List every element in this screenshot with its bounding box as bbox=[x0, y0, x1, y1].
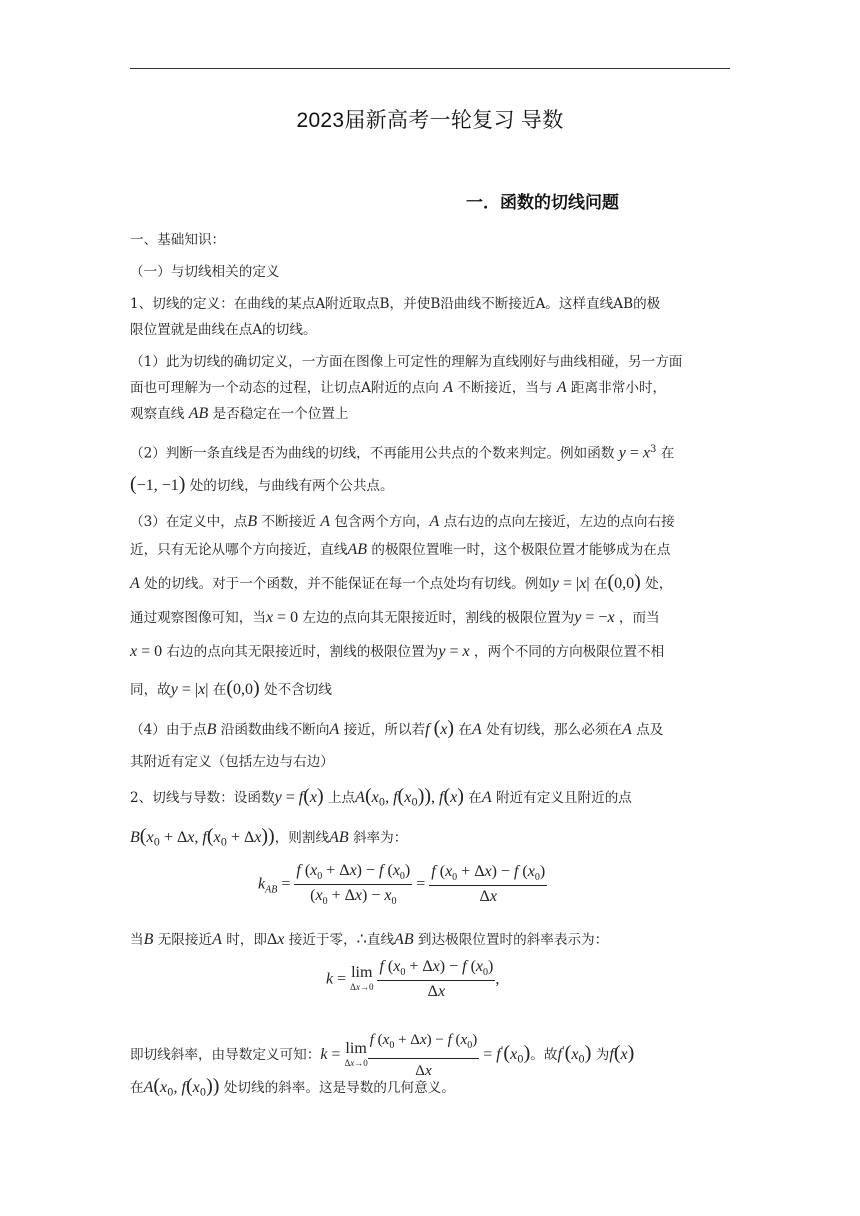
formula-tangent-limit: k = lim Δx→0 $\frac{f (x_0 + \Delta x) - f (x_0)}{\Delta x}$ , bbox=[326, 958, 500, 1001]
section-heading: 一．函数的切线问题 bbox=[466, 193, 619, 213]
para-tangent-def-1: 1、切线的定义：在曲线的某点A附近取点B，并使B沿曲线不断接近A。这样直线AB的极 bbox=[130, 296, 661, 312]
para-note2-line1: （2）判断一条直线是否为曲线的切线，不再能用公共点的个数来判定。例如函数 $y = x^3$ 在 bbox=[130, 444, 675, 462]
para-derivative-line2: $B(x_0 + \Delta x$, $f(x_0 + \Delta x)$)，则割线AB 斜率为： bbox=[130, 825, 408, 849]
para-note3-line3: A 处的切线。对于一个函数，并不能保证在每一个点处均有切线。例如y = |x| 在(0,0) 处， bbox=[130, 571, 673, 593]
para-note2-line2: (−1, −1) 处的切线，与曲线有两个公共点。 bbox=[130, 473, 394, 495]
para-geometric-meaning: 在$A(x_0$, $f(x_0)$) 处切线的斜率。这是导数的几何意义。 bbox=[130, 1075, 455, 1099]
para-note4-line2: 其附近有定义（包括左边与右边） bbox=[130, 754, 334, 770]
formula-secant-slope: $k_{AB}$ = $\frac{f (x_0 + \Delta x) - f (x_0)}{(x_0 + \Delta x) - x_0}$ = $\frac{f (x_0 + \Delta x) - f (x_0)}{\Delta x}$ bbox=[258, 862, 546, 908]
para-note4-line1: （4）由于点B 沿函数曲线不断向A 接近，所以若f (x) 在A 处有切线，那么必须在A 点及 bbox=[130, 717, 664, 739]
header-rule bbox=[130, 68, 730, 69]
para-tangent-def-2: 限位置就是曲线在点A的切线。 bbox=[130, 322, 317, 338]
heading-definitions: （一）与切线相关的定义 bbox=[130, 264, 280, 280]
para-note3-line1: （3）在定义中，点B 不断接近 A 包含两个方向，A 点右边的点向左接近，左边的点向右接 bbox=[130, 513, 675, 530]
para-note1-line1: （1）此为切线的确切定义，一方面在图像上可定性的理解为直线刚好与曲线相碰，另一方面 bbox=[130, 354, 683, 370]
heading-basics: 一、基础知识： bbox=[130, 232, 226, 248]
para-note3-line2: 近，只有无论从哪个方向接近，直线AB 的极限位置唯一时，这个极限位置才能够成为在点 bbox=[130, 541, 671, 558]
para-note3-line6: 同，故y = |x| 在(0,0) 处不含切线 bbox=[130, 677, 332, 699]
para-derivative-line1: 2、切线与导数：设函数y = f(x) 上点$A(x_0$, $f(x_0)$), f(x) 在A 附近有定义且附近的点 bbox=[130, 785, 632, 809]
para-derivative-def: 即切线斜率，由导数定义可知：k = lim Δx→0 $\frac{f (x_0 + \Delta x) - f (x_0)}{\Delta x}$ = $f'(x_0)$。故$f'(x_0)$ 为f(x) bbox=[130, 1032, 635, 1079]
para-note1-line2: 面也可理解为一个动态的过程，让切点A附近的点向 A 不断接近，当与 A 距离非常小时， bbox=[130, 379, 667, 396]
para-note3-line5: x = 0 右边的点向其无限接近时，割线的极限位置为y = x ，两个不同的方向极限位置不相 bbox=[130, 643, 665, 660]
page-title: 2023届新高考一轮复习 导数 bbox=[296, 109, 564, 132]
para-limit-intro: 当B 无限接近A 时，即Δx 接近于零，∴直线AB 到达极限位置时的斜率表示为： bbox=[130, 931, 609, 948]
para-note1-line3: 观察直线 AB 是否稳定在一个位置上 bbox=[130, 405, 349, 422]
para-note3-line4: 通过观察图像可知，当x = 0 左边的点向其无限接近时，割线的极限位置为y = −x ，而当 bbox=[130, 609, 660, 626]
